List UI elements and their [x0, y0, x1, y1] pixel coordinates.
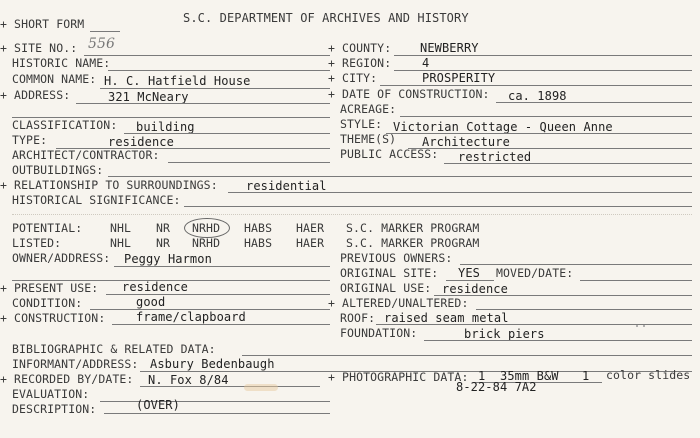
photo-bw-count: 1 — [478, 369, 486, 383]
themes-label: THEME(S) — [340, 132, 397, 146]
moved-date-line — [580, 280, 692, 281]
city-line — [380, 85, 692, 86]
architect-line — [168, 162, 330, 163]
photographic-data-label: + PHOTOGRAPHIC DATA: — [328, 370, 469, 384]
evaluation-line — [100, 401, 330, 402]
common-name-label: COMMON NAME: — [12, 72, 97, 86]
department-title: S.C. DEPARTMENT OF ARCHIVES AND HISTORY — [183, 11, 469, 25]
address-value: 321 McNeary — [108, 90, 189, 104]
bibliographic-label: BIBLIOGRAPHIC & RELATED DATA: — [12, 342, 216, 356]
listed-nhl: NHL — [110, 236, 132, 250]
relationship-label: + RELATIONSHIP TO SURROUNDINGS: — [0, 178, 218, 192]
listed-label: LISTED: — [12, 236, 62, 250]
listed-habs: HABS — [244, 236, 273, 250]
themes-value: Architecture — [422, 135, 510, 149]
site-no-line — [84, 55, 330, 56]
short-form-line — [90, 31, 120, 32]
potential-nrhd: NRHD — [192, 221, 221, 235]
original-site-line — [446, 280, 494, 281]
architect-label: ARCHITECT/CONTRACTOR: — [12, 148, 160, 162]
potential-nhl: NHL — [110, 221, 132, 235]
potential-marker-program: S.C. MARKER PROGRAM — [346, 221, 480, 235]
potential-habs: HABS — [244, 221, 273, 235]
photo-bw-type: 35mm B&W — [500, 369, 559, 383]
listed-nrhd: NRHD — [192, 236, 221, 250]
altered-unaltered-label: + ALTERED/UNALTERED: — [328, 296, 469, 310]
recorded-by-value: N. Fox 8/84 — [148, 373, 229, 387]
county-label: + COUNTY: — [328, 41, 392, 55]
listed-nr: NR — [156, 236, 171, 250]
short-form-label: + SHORT FORM — [0, 17, 85, 31]
condition-label: CONDITION: — [12, 296, 83, 310]
listed-marker-program: S.C. MARKER PROGRAM — [346, 236, 480, 250]
style-line — [386, 133, 692, 134]
construction-label: + CONSTRUCTION: — [0, 311, 106, 325]
speck-2 — [643, 325, 645, 327]
informant-value: Asbury Bedenbaugh — [150, 357, 275, 371]
foundation-value: brick piers — [464, 327, 545, 341]
common-name-line — [100, 88, 330, 89]
historic-name-line — [108, 70, 330, 71]
foundation-label: FOUNDATION: — [340, 326, 418, 340]
acreage-label: ACREAGE: — [340, 102, 397, 116]
historic-name-label: HISTORIC NAME: — [12, 56, 111, 70]
site-no-value: 556 — [88, 36, 116, 52]
previous-owners-label: PREVIOUS OWNERS: — [340, 251, 453, 265]
paper-stain — [244, 384, 278, 391]
original-site-label: ORIGINAL SITE: — [340, 266, 439, 280]
original-use-label: ORIGINAL USE: — [340, 281, 432, 295]
type-label: TYPE: — [12, 133, 48, 147]
original-use-line — [434, 295, 692, 296]
outbuildings-label: OUTBUILDINGS: — [12, 163, 104, 177]
historical-significance-line — [184, 206, 692, 207]
description-label: DESCRIPTION: — [12, 402, 97, 416]
present-use-value: residence — [122, 280, 188, 294]
common-name-value: H. C. Hatfield House — [104, 74, 251, 88]
classification-label: CLASSIFICATION: — [12, 118, 118, 132]
owner-address-label: OWNER/ADDRESS: — [12, 251, 111, 265]
circled-nrhd-mark — [184, 218, 230, 238]
condition-value: good — [136, 295, 166, 309]
themes-line — [408, 148, 692, 149]
original-site-value: YES — [458, 266, 480, 280]
outbuildings-line — [108, 176, 692, 177]
photo-color-type: color slides — [606, 368, 691, 382]
original-use-value: residence — [442, 282, 508, 296]
construction-line — [112, 324, 330, 325]
potential-haer: HAER — [296, 221, 325, 235]
foundation-line — [424, 340, 692, 341]
address-line — [76, 103, 330, 104]
previous-owners-line — [460, 264, 692, 265]
evaluation-label: EVALUATION: — [12, 387, 90, 401]
acreage-line — [400, 116, 692, 117]
roof-value: raised seam metal — [384, 311, 509, 325]
section-separator — [12, 214, 692, 215]
description-value: (OVER) — [136, 398, 180, 412]
classification-value: building — [136, 120, 195, 134]
present-use-label: + PRESENT USE: — [0, 281, 99, 295]
relationship-value: residential — [246, 179, 327, 193]
public-access-value: restricted — [458, 150, 532, 164]
recorded-by-line — [140, 386, 320, 387]
photo-color-count: 1 — [582, 369, 590, 383]
site-no-label: + SITE NO.: — [0, 41, 78, 55]
city-label: + CITY: — [328, 71, 378, 85]
owner-address-line — [114, 266, 330, 267]
city-value: PROSPERITY — [422, 71, 496, 85]
style-label: STYLE: — [340, 117, 383, 131]
potential-nr: NR — [156, 221, 171, 235]
public-access-label: PUBLIC ACCESS: — [340, 147, 439, 161]
potential-label: POTENTIAL: — [12, 221, 83, 235]
style-value: Victorian Cottage - Queen Anne — [393, 120, 613, 134]
historical-significance-label: HISTORICAL SIGNIFICANCE: — [12, 193, 181, 207]
county-value: NEWBERRY — [420, 41, 479, 55]
moved-date-label: MOVED/DATE: — [496, 266, 574, 280]
type-value: residence — [108, 135, 174, 149]
relationship-line — [228, 192, 692, 193]
listed-haer: HAER — [296, 236, 325, 250]
informant-label: INFORMANT/ADDRESS: — [12, 357, 139, 371]
date-of-construction-value: ca. 1898 — [508, 89, 567, 103]
construction-value: frame/clapboard — [136, 310, 246, 324]
region-label: + REGION: — [328, 56, 392, 70]
altered-unaltered-line — [476, 309, 692, 310]
bibliographic-line — [242, 355, 692, 356]
roof-label: ROOF: — [340, 311, 376, 325]
photo-color-line — [578, 382, 602, 383]
address-label: + ADDRESS: — [0, 88, 71, 102]
speck-1 — [636, 325, 638, 327]
photo-date: 8-22-84 7A2 — [456, 380, 537, 394]
classification-line — [124, 133, 330, 134]
date-of-construction-label: + DATE OF CONSTRUCTION: — [328, 87, 490, 101]
public-access-line — [444, 163, 692, 164]
county-line — [394, 55, 692, 56]
date-of-construction-line — [496, 102, 692, 103]
owner-address-value: Peggy Harmon — [124, 252, 212, 266]
recorded-by-label: + RECORDED BY/DATE: — [0, 372, 134, 386]
region-value: 4 — [422, 56, 430, 70]
description-line — [104, 413, 330, 414]
